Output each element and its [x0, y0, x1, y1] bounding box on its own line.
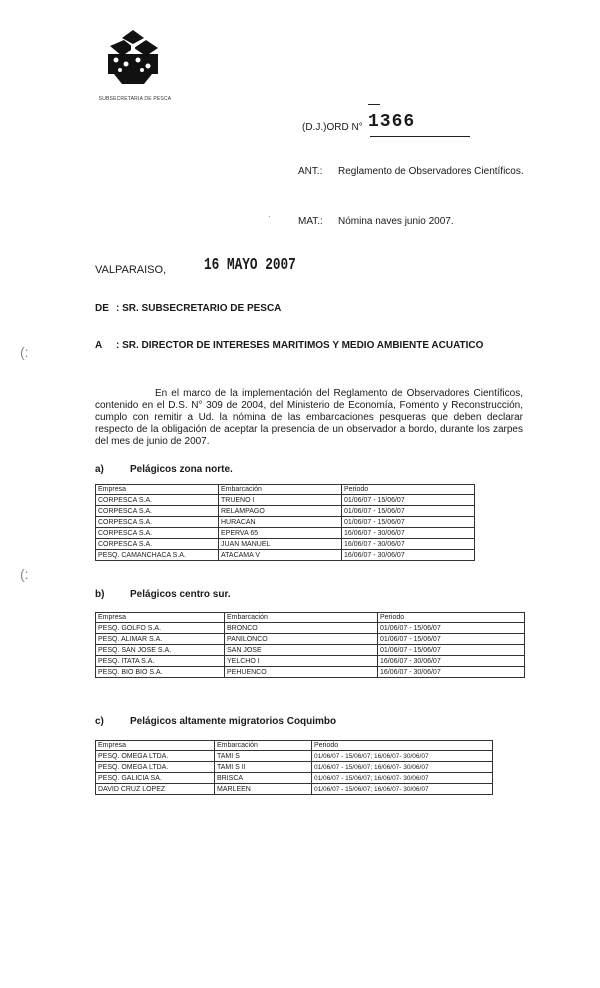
cell-empresa: PESQ. OMEGA LTDA.: [96, 751, 215, 762]
cell-empresa: CORPESCA S.A.: [96, 495, 219, 506]
table-pelagicos-migratorios: [95, 740, 493, 795]
cell-periodo: 01/06/07 - 15/06/07: [378, 634, 525, 645]
body-paragraph: En el marco de la implementación del Reglamento de Observadores Científicos, contenido en el D.S. N° 309 de 2004, del Ministerio de Economía, Fomento y Reconstrucción, cumplo con remitir a Ud. la nómina de las embarcaciones pesqueras que deben declarar respecto de la obligación de aceptar la presencia de un observador a bordo, durante los zarpes del mes de junio de 2007.: [95, 388, 523, 447]
institution-logo-icon: [104, 28, 162, 86]
ord-label: (D.J.)ORD N°: [302, 122, 363, 133]
col-periodo: Periodo: [378, 613, 525, 623]
table-row: [96, 751, 493, 762]
cell-empresa: DAVID CRUZ LOPEZ: [96, 784, 215, 795]
de-label: DE: [95, 303, 109, 314]
cell-embarcacion: BRONCO: [225, 623, 378, 634]
cell-periodo: 01/06/07 - 15/06/07: [342, 495, 475, 506]
cell-empresa: PESQ. OMEGA LTDA.: [96, 762, 215, 773]
de-text: : SR. SUBSECRETARIO DE PESCA: [116, 303, 282, 314]
table-row: [96, 784, 493, 795]
cell-embarcacion: TRUENO I: [219, 495, 342, 506]
cell-embarcacion: JUAN MANUEL: [219, 539, 342, 550]
place: VALPARAISO,: [95, 264, 167, 276]
table-row: [96, 634, 525, 645]
section-c-letter: c): [95, 716, 104, 727]
mat-label: MAT.:: [298, 216, 323, 227]
mat-text: Nómina naves junio 2007.: [338, 216, 454, 227]
cell-embarcacion: PEHUENCO: [225, 667, 378, 678]
table-row: [96, 762, 493, 773]
cell-empresa: PESQ. BIO BIO S.A.: [96, 667, 225, 678]
cell-empresa: CORPESCA S.A.: [96, 539, 219, 550]
cell-periodo: 16/06/07 - 30/06/07: [342, 550, 475, 561]
cell-embarcacion: SAN JOSE: [225, 645, 378, 656]
cell-embarcacion: PANILONCO: [225, 634, 378, 645]
cell-embarcacion: EPERVA 65: [219, 528, 342, 539]
ord-number: 1366: [368, 112, 416, 132]
col-embarcacion: Embarcación: [215, 741, 312, 751]
a-label: A: [95, 340, 103, 351]
cell-periodo: 16/06/07 - 30/06/07: [378, 656, 525, 667]
table-row: [96, 656, 525, 667]
bullet-mark: ·: [268, 212, 271, 221]
cell-empresa: PESQ. GOLFO S.A.: [96, 623, 225, 634]
col-periodo: Periodo: [342, 485, 475, 495]
cell-embarcacion: MARLEEN: [215, 784, 312, 795]
cell-empresa: CORPESCA S.A.: [96, 528, 219, 539]
cell-embarcacion: TAMI S II: [215, 762, 312, 773]
table-row: [96, 623, 525, 634]
col-empresa: Empresa: [96, 613, 225, 623]
col-periodo: Periodo: [312, 741, 493, 751]
cell-embarcacion: BRISCA: [215, 773, 312, 784]
col-empresa: Empresa: [96, 485, 219, 495]
table-row: [96, 645, 525, 656]
ant-text: Reglamento de Observadores Científicos.: [338, 166, 524, 177]
cell-periodo: 01/06/07 - 15/06/07: [342, 506, 475, 517]
col-embarcacion: Embarcación: [219, 485, 342, 495]
cell-periodo: 01/06/07 - 15/06/07; 16/06/07- 30/06/07: [312, 751, 493, 762]
section-c-title: Pelágicos altamente migratorios Coquimbo: [130, 716, 337, 727]
cell-embarcacion: ATACAMA V: [219, 550, 342, 561]
section-a-title: Pelágicos zona norte.: [130, 464, 233, 475]
ord-dash: [368, 104, 380, 105]
ord-underline: [370, 136, 470, 137]
table-pelagicos-norte: [95, 484, 475, 561]
table-row: [96, 667, 525, 678]
table-pelagicos-centro-sur: [95, 612, 525, 678]
cell-periodo: 01/06/07 - 15/06/07: [378, 623, 525, 634]
section-b-title: Pelágicos centro sur.: [130, 589, 231, 600]
table-row: [96, 539, 475, 550]
cell-empresa: CORPESCA S.A.: [96, 517, 219, 528]
a-text: : SR. DIRECTOR DE INTERESES MARITIMOS Y MEDIO AMBIENTE ACUATICO: [116, 340, 484, 351]
cell-periodo: 01/06/07 - 15/06/07: [342, 517, 475, 528]
table-row: [96, 773, 493, 784]
table-row: [96, 517, 475, 528]
cell-periodo: 01/06/07 - 15/06/07; 16/06/07- 30/06/07: [312, 784, 493, 795]
margin-punch-mark: (:: [20, 566, 29, 582]
table-row: [96, 528, 475, 539]
logo-caption: SUBSECRETARIA DE PESCA: [98, 96, 172, 102]
table-row: [96, 506, 475, 517]
cell-empresa: PESQ. GALICIA SA.: [96, 773, 215, 784]
table-row: [96, 495, 475, 506]
cell-periodo: 16/06/07 - 30/06/07: [342, 528, 475, 539]
cell-empresa: CORPESCA S.A.: [96, 506, 219, 517]
ant-label: ANT.:: [298, 166, 323, 177]
section-b-letter: b): [95, 589, 105, 600]
col-embarcacion: Embarcación: [225, 613, 378, 623]
date-stamp: 16 MAYO 2007: [204, 256, 296, 275]
section-a-letter: a): [95, 464, 104, 475]
cell-empresa: PESQ. ALIMAR S.A.: [96, 634, 225, 645]
cell-embarcacion: HURACAN: [219, 517, 342, 528]
cell-empresa: PESQ. ITATA S.A.: [96, 656, 225, 667]
cell-embarcacion: YELCHO I: [225, 656, 378, 667]
cell-periodo: 01/06/07 - 15/06/07: [378, 645, 525, 656]
cell-periodo: 16/06/07 - 30/06/07: [342, 539, 475, 550]
cell-periodo: 01/06/07 - 15/06/07; 16/06/07- 30/06/07: [312, 773, 493, 784]
cell-empresa: PESQ. CAMANCHACA S.A.: [96, 550, 219, 561]
cell-periodo: 01/06/07 - 15/06/07; 16/06/07- 30/06/07: [312, 762, 493, 773]
cell-empresa: PESQ. SAN JOSE S.A.: [96, 645, 225, 656]
col-empresa: Empresa: [96, 741, 215, 751]
margin-punch-mark: (:: [20, 344, 29, 360]
table-row: [96, 550, 475, 561]
cell-embarcacion: RELAMPAGO: [219, 506, 342, 517]
cell-periodo: 16/06/07 - 30/06/07: [378, 667, 525, 678]
cell-embarcacion: TAMI S: [215, 751, 312, 762]
